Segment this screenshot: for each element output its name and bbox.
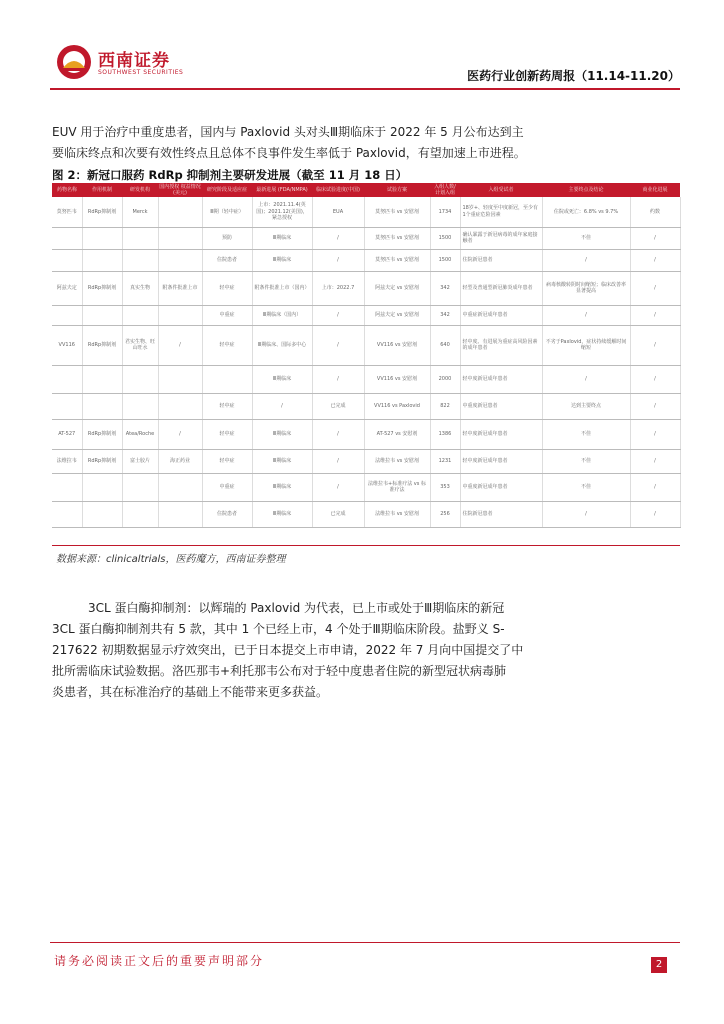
table-cell: / bbox=[630, 473, 680, 501]
table-cell bbox=[122, 393, 158, 419]
table-cell: 约数 bbox=[630, 197, 680, 227]
table-cell: Atea/Roche bbox=[122, 419, 158, 449]
table-cell: 轻中症 bbox=[202, 271, 252, 305]
table-cell: 已完成 bbox=[312, 501, 364, 527]
intro-paragraph bbox=[52, 122, 676, 164]
body-line: 217622 初期数据显示疗效突出，已于日本提交上市申请，2022 年 7 月向中国提交了中 bbox=[52, 643, 524, 657]
table-cell: 轻型及普通型新冠肺炎成年患者 bbox=[460, 271, 542, 305]
intro-line: EUV 用于治疗中重度患者，国内与 Paxlovid 头对头Ⅲ期临床于 2022 年 5 月公布达到主 bbox=[52, 125, 524, 139]
table-cell: 轻中症 bbox=[202, 449, 252, 473]
table-cell: Ⅲ期临床 bbox=[252, 449, 312, 473]
table-cell: 1734 bbox=[430, 197, 460, 227]
table-cell: Ⅲ期临床、国际多中心 bbox=[252, 325, 312, 365]
table-cell: 阿兹夫定 bbox=[52, 271, 82, 305]
table-cell: Ⅲ期临床 bbox=[252, 365, 312, 393]
table-cell: 342 bbox=[430, 305, 460, 325]
table-cell: 轻中症 bbox=[202, 325, 252, 365]
table-cell: 莫努匹韦 bbox=[52, 197, 82, 227]
table-header-cell: 商业化进展 bbox=[630, 183, 680, 197]
table-header-cell: 作用机制 bbox=[82, 183, 122, 197]
table-cell: 阿兹夫定 vs 安慰剂 bbox=[364, 271, 430, 305]
table-cell bbox=[122, 305, 158, 325]
table-row bbox=[52, 419, 680, 449]
table-cell: 822 bbox=[430, 393, 460, 419]
table-header-cell: 临床试验进度(中国) bbox=[312, 183, 364, 197]
table-cell bbox=[158, 249, 202, 271]
table-cell bbox=[158, 227, 202, 249]
table-cell: RdRp抑制剂 bbox=[82, 271, 122, 305]
table-header-cell: 最新进展 (FDA/NMPA) bbox=[252, 183, 312, 197]
table-cell: 法维拉韦 vs 安慰剂 bbox=[364, 501, 430, 527]
table-row bbox=[52, 449, 680, 473]
page-header bbox=[50, 40, 680, 88]
table-cell: AT-527 bbox=[52, 419, 82, 449]
table-cell: / bbox=[630, 393, 680, 419]
table-row bbox=[52, 473, 680, 501]
data-table bbox=[52, 183, 681, 528]
table-cell: / bbox=[542, 365, 630, 393]
table-cell: / bbox=[630, 271, 680, 305]
table-cell: / bbox=[630, 249, 680, 271]
table-body bbox=[52, 197, 680, 527]
table-cell: 353 bbox=[430, 473, 460, 501]
table-cell: 住院新冠患者 bbox=[460, 249, 542, 271]
table-bottom-rule bbox=[52, 545, 680, 546]
table-cell: 256 bbox=[430, 501, 460, 527]
table-cell: 君实生物、旺山旺水 bbox=[122, 325, 158, 365]
table-cell: / bbox=[312, 419, 364, 449]
table-cell: 不佳 bbox=[542, 419, 630, 449]
table-header-cell: 国内授权 权益情况(美元) bbox=[159, 184, 201, 196]
table-cell: 不劣于Paxlovid，症状持续缓解时间缩短 bbox=[542, 325, 630, 365]
table-cell bbox=[122, 365, 158, 393]
table-cell: Ⅲ期临床（国内） bbox=[252, 305, 312, 325]
table-cell bbox=[202, 365, 252, 393]
table-cell: Ⅲ期临床 bbox=[252, 473, 312, 501]
table-cell: 1231 bbox=[430, 449, 460, 473]
table-header-cell: 主要终点及结论 bbox=[542, 183, 630, 197]
table-header-cell: 研究阶段及适应症 bbox=[202, 183, 252, 197]
table-cell: / bbox=[542, 305, 630, 325]
table-cell: 附条件批准上市 bbox=[158, 271, 202, 305]
table-cell bbox=[82, 473, 122, 501]
table-cell: RdRp抑制剂 bbox=[82, 197, 122, 227]
table-cell bbox=[52, 473, 82, 501]
table-cell: / bbox=[630, 501, 680, 527]
figure-source: 数据来源：clinicaltrials，医药魔方，西南证券整理 bbox=[56, 554, 286, 565]
table-cell bbox=[122, 227, 158, 249]
footer-notice: 请务必阅读正文后的重要声明部分 bbox=[54, 954, 265, 968]
report-title: 医药行业创新药周报（11.14-11.20） bbox=[467, 69, 680, 83]
table-cell bbox=[82, 393, 122, 419]
table-cell: VV116 bbox=[52, 325, 82, 365]
table-cell bbox=[52, 305, 82, 325]
table-cell: / bbox=[630, 325, 680, 365]
table-cell: 1386 bbox=[430, 419, 460, 449]
table-cell: 轻中症 bbox=[202, 419, 252, 449]
table-cell: 不佳 bbox=[542, 449, 630, 473]
table-cell: / bbox=[312, 449, 364, 473]
table-header-cell: 研发机构 bbox=[122, 183, 158, 197]
table-cell: 轻中症 bbox=[202, 393, 252, 419]
table-cell: 上市：2021.11.4(英国)；2021.12(美国)，紧急授权 bbox=[252, 197, 312, 227]
body-line: 批所需临床试验数据。洛匹那韦+利托那韦公布对于轻中度患者住院的新型冠状病毒肺 bbox=[52, 664, 507, 678]
table-cell bbox=[158, 473, 202, 501]
table-cell: / bbox=[630, 365, 680, 393]
table-row bbox=[52, 501, 680, 527]
table-cell: 病毒核酸转阴时间缩短；临床改善率显著提高 bbox=[542, 271, 630, 305]
table-cell: 法维拉韦 vs 安慰剂 bbox=[364, 449, 430, 473]
intro-line: 要临床终点和次要有效性终点且总体不良事件发生率低于 Paxlovid，有望加速上市进程。 bbox=[52, 146, 526, 160]
table-header-cell: 入组受试者 bbox=[460, 183, 542, 197]
table-cell: 轻中度新冠成年患者 bbox=[460, 365, 542, 393]
table-cell: / bbox=[312, 473, 364, 501]
table-cell: 中重症 bbox=[202, 305, 252, 325]
table-row bbox=[52, 249, 680, 271]
logo-icon bbox=[56, 44, 92, 80]
table-cell: 法维拉韦 bbox=[52, 449, 82, 473]
table-cell: RdRp抑制剂 bbox=[82, 449, 122, 473]
table-header-cell: 药物名称 bbox=[52, 183, 82, 197]
table-cell: Merck bbox=[122, 197, 158, 227]
table-cell: 富士胶片 bbox=[122, 449, 158, 473]
table-cell: / bbox=[542, 501, 630, 527]
table-cell: 预防 bbox=[202, 227, 252, 249]
table-cell bbox=[158, 365, 202, 393]
table-header-cell: 入组人数/ 计划入组 bbox=[430, 183, 460, 197]
table-cell: VV116 vs 安慰剂 bbox=[364, 325, 430, 365]
figure-title: 图 2：新冠口服药 RdRp 抑制剂主要研发进展（截至 11 月 18 日） bbox=[52, 168, 408, 182]
table-cell: 轻中度、有进展为重症高风险因素的成年患者 bbox=[460, 325, 542, 365]
table-cell: / bbox=[312, 227, 364, 249]
table-cell bbox=[82, 249, 122, 271]
table-cell bbox=[122, 501, 158, 527]
table-cell: / bbox=[312, 365, 364, 393]
table-cell: 住院患者 bbox=[202, 249, 252, 271]
table-cell: 住院新冠患者 bbox=[460, 501, 542, 527]
body-line: 炎患者，其在标准治疗的基础上不能带来更多获益。 bbox=[52, 685, 329, 699]
table-cell: / bbox=[158, 325, 202, 365]
table-header-row bbox=[52, 183, 680, 197]
table-row bbox=[52, 393, 680, 419]
table-cell bbox=[82, 227, 122, 249]
table-cell: / bbox=[630, 227, 680, 249]
table-cell: 18岁+、轻度至中度新冠，至少有1个重症危险因素 bbox=[460, 197, 542, 227]
table-cell: 海正药业 bbox=[158, 449, 202, 473]
table-cell: Ⅲ期临床 bbox=[252, 227, 312, 249]
logo-chinese-name: 西南证券 bbox=[98, 51, 170, 71]
table-cell: 确认暴露于新冠病毒的成年家庭接触者 bbox=[460, 227, 542, 249]
table-cell: 达到主要终点 bbox=[542, 393, 630, 419]
table-cell: 已完成 bbox=[312, 393, 364, 419]
table-cell: 1500 bbox=[430, 227, 460, 249]
table-cell bbox=[122, 473, 158, 501]
table-cell: Ⅲ期临床 bbox=[252, 501, 312, 527]
table-cell: 中重症 bbox=[202, 473, 252, 501]
logo-english-name: SOUTHWEST SECURITIES bbox=[98, 69, 184, 76]
table-cell: 2000 bbox=[430, 365, 460, 393]
rdrp-pipeline-table bbox=[52, 183, 680, 545]
footer-divider bbox=[50, 942, 680, 943]
body-paragraph bbox=[52, 598, 676, 703]
body-line: 3CL 蛋白酶抑制剂：以辉瑞的 Paxlovid 为代表，已上市或处于Ⅲ期临床的新冠 bbox=[88, 601, 505, 615]
table-cell: VV116 vs 安慰剂 bbox=[364, 365, 430, 393]
table-cell: Ⅲ期（轻中症） bbox=[202, 197, 252, 227]
table-cell bbox=[82, 365, 122, 393]
table-cell bbox=[158, 305, 202, 325]
table-row bbox=[52, 365, 680, 393]
table-cell bbox=[52, 365, 82, 393]
table-cell: / bbox=[630, 419, 680, 449]
table-cell: / bbox=[630, 305, 680, 325]
table-cell bbox=[52, 249, 82, 271]
table-cell: 轻中度新冠成年患者 bbox=[460, 449, 542, 473]
table-cell bbox=[158, 393, 202, 419]
table-cell bbox=[82, 305, 122, 325]
table-row bbox=[52, 325, 680, 365]
table-cell: 莫努匹韦 vs 安慰剂 bbox=[364, 197, 430, 227]
table-cell: 莫努匹韦 vs 安慰剂 bbox=[364, 249, 430, 271]
table-row bbox=[52, 227, 680, 249]
table-cell bbox=[52, 501, 82, 527]
table-cell: 莫努匹韦 vs 安慰剂 bbox=[364, 227, 430, 249]
table-row bbox=[52, 271, 680, 305]
table-row bbox=[52, 305, 680, 325]
header-divider bbox=[50, 88, 680, 90]
table-cell bbox=[158, 197, 202, 227]
table-cell: EUA bbox=[312, 197, 364, 227]
table-cell: 中重度新冠患者 bbox=[460, 393, 542, 419]
table-row bbox=[52, 197, 680, 227]
table-cell: 1500 bbox=[430, 249, 460, 271]
table-cell: 中重症新冠成年患者 bbox=[460, 305, 542, 325]
table-cell: Ⅲ期临床 bbox=[252, 419, 312, 449]
table-cell bbox=[52, 227, 82, 249]
table-cell: / bbox=[312, 249, 364, 271]
table-cell: Ⅲ期临床 bbox=[252, 249, 312, 271]
table-cell bbox=[158, 501, 202, 527]
table-cell: 342 bbox=[430, 271, 460, 305]
table-header-cell: 试验方案 bbox=[364, 183, 430, 197]
table-cell bbox=[52, 393, 82, 419]
table-cell: / bbox=[252, 393, 312, 419]
table-cell bbox=[82, 501, 122, 527]
table-cell: AT-527 vs 安慰剂 bbox=[364, 419, 430, 449]
table-cell: 阿兹夫定 vs 安慰剂 bbox=[364, 305, 430, 325]
table-cell: 不佳 bbox=[542, 473, 630, 501]
table-cell: RdRp抑制剂 bbox=[82, 419, 122, 449]
table-cell: / bbox=[158, 419, 202, 449]
table-cell: / bbox=[312, 305, 364, 325]
table-cell: / bbox=[542, 249, 630, 271]
table-cell: 附条件批准上市（国内） bbox=[252, 271, 312, 305]
table-cell: 住院或死亡：6.8% vs 9.7% bbox=[542, 197, 630, 227]
table-cell: / bbox=[312, 325, 364, 365]
page-number: 2 bbox=[651, 957, 667, 973]
table-cell: 住院患者 bbox=[202, 501, 252, 527]
table-cell: 上市：2022.7 bbox=[312, 271, 364, 305]
body-line: 3CL 蛋白酶抑制剂共有 5 款，其中 1 个已经上市，4 个处于Ⅲ期临床阶段。盐野义 S- bbox=[52, 622, 505, 636]
table-cell: VV116 vs Paxlovid bbox=[364, 393, 430, 419]
table-cell: RdRp抑制剂 bbox=[82, 325, 122, 365]
table-cell: 640 bbox=[430, 325, 460, 365]
table-cell: / bbox=[630, 449, 680, 473]
table-cell: 真实生物 bbox=[122, 271, 158, 305]
table-cell: 中重度新冠成年患者 bbox=[460, 473, 542, 501]
table-cell: 法维拉韦+标准疗法 vs 标准疗法 bbox=[364, 473, 430, 501]
table-cell bbox=[122, 249, 158, 271]
table-cell: 不佳 bbox=[542, 227, 630, 249]
table-cell: 轻中度新冠成年患者 bbox=[460, 419, 542, 449]
